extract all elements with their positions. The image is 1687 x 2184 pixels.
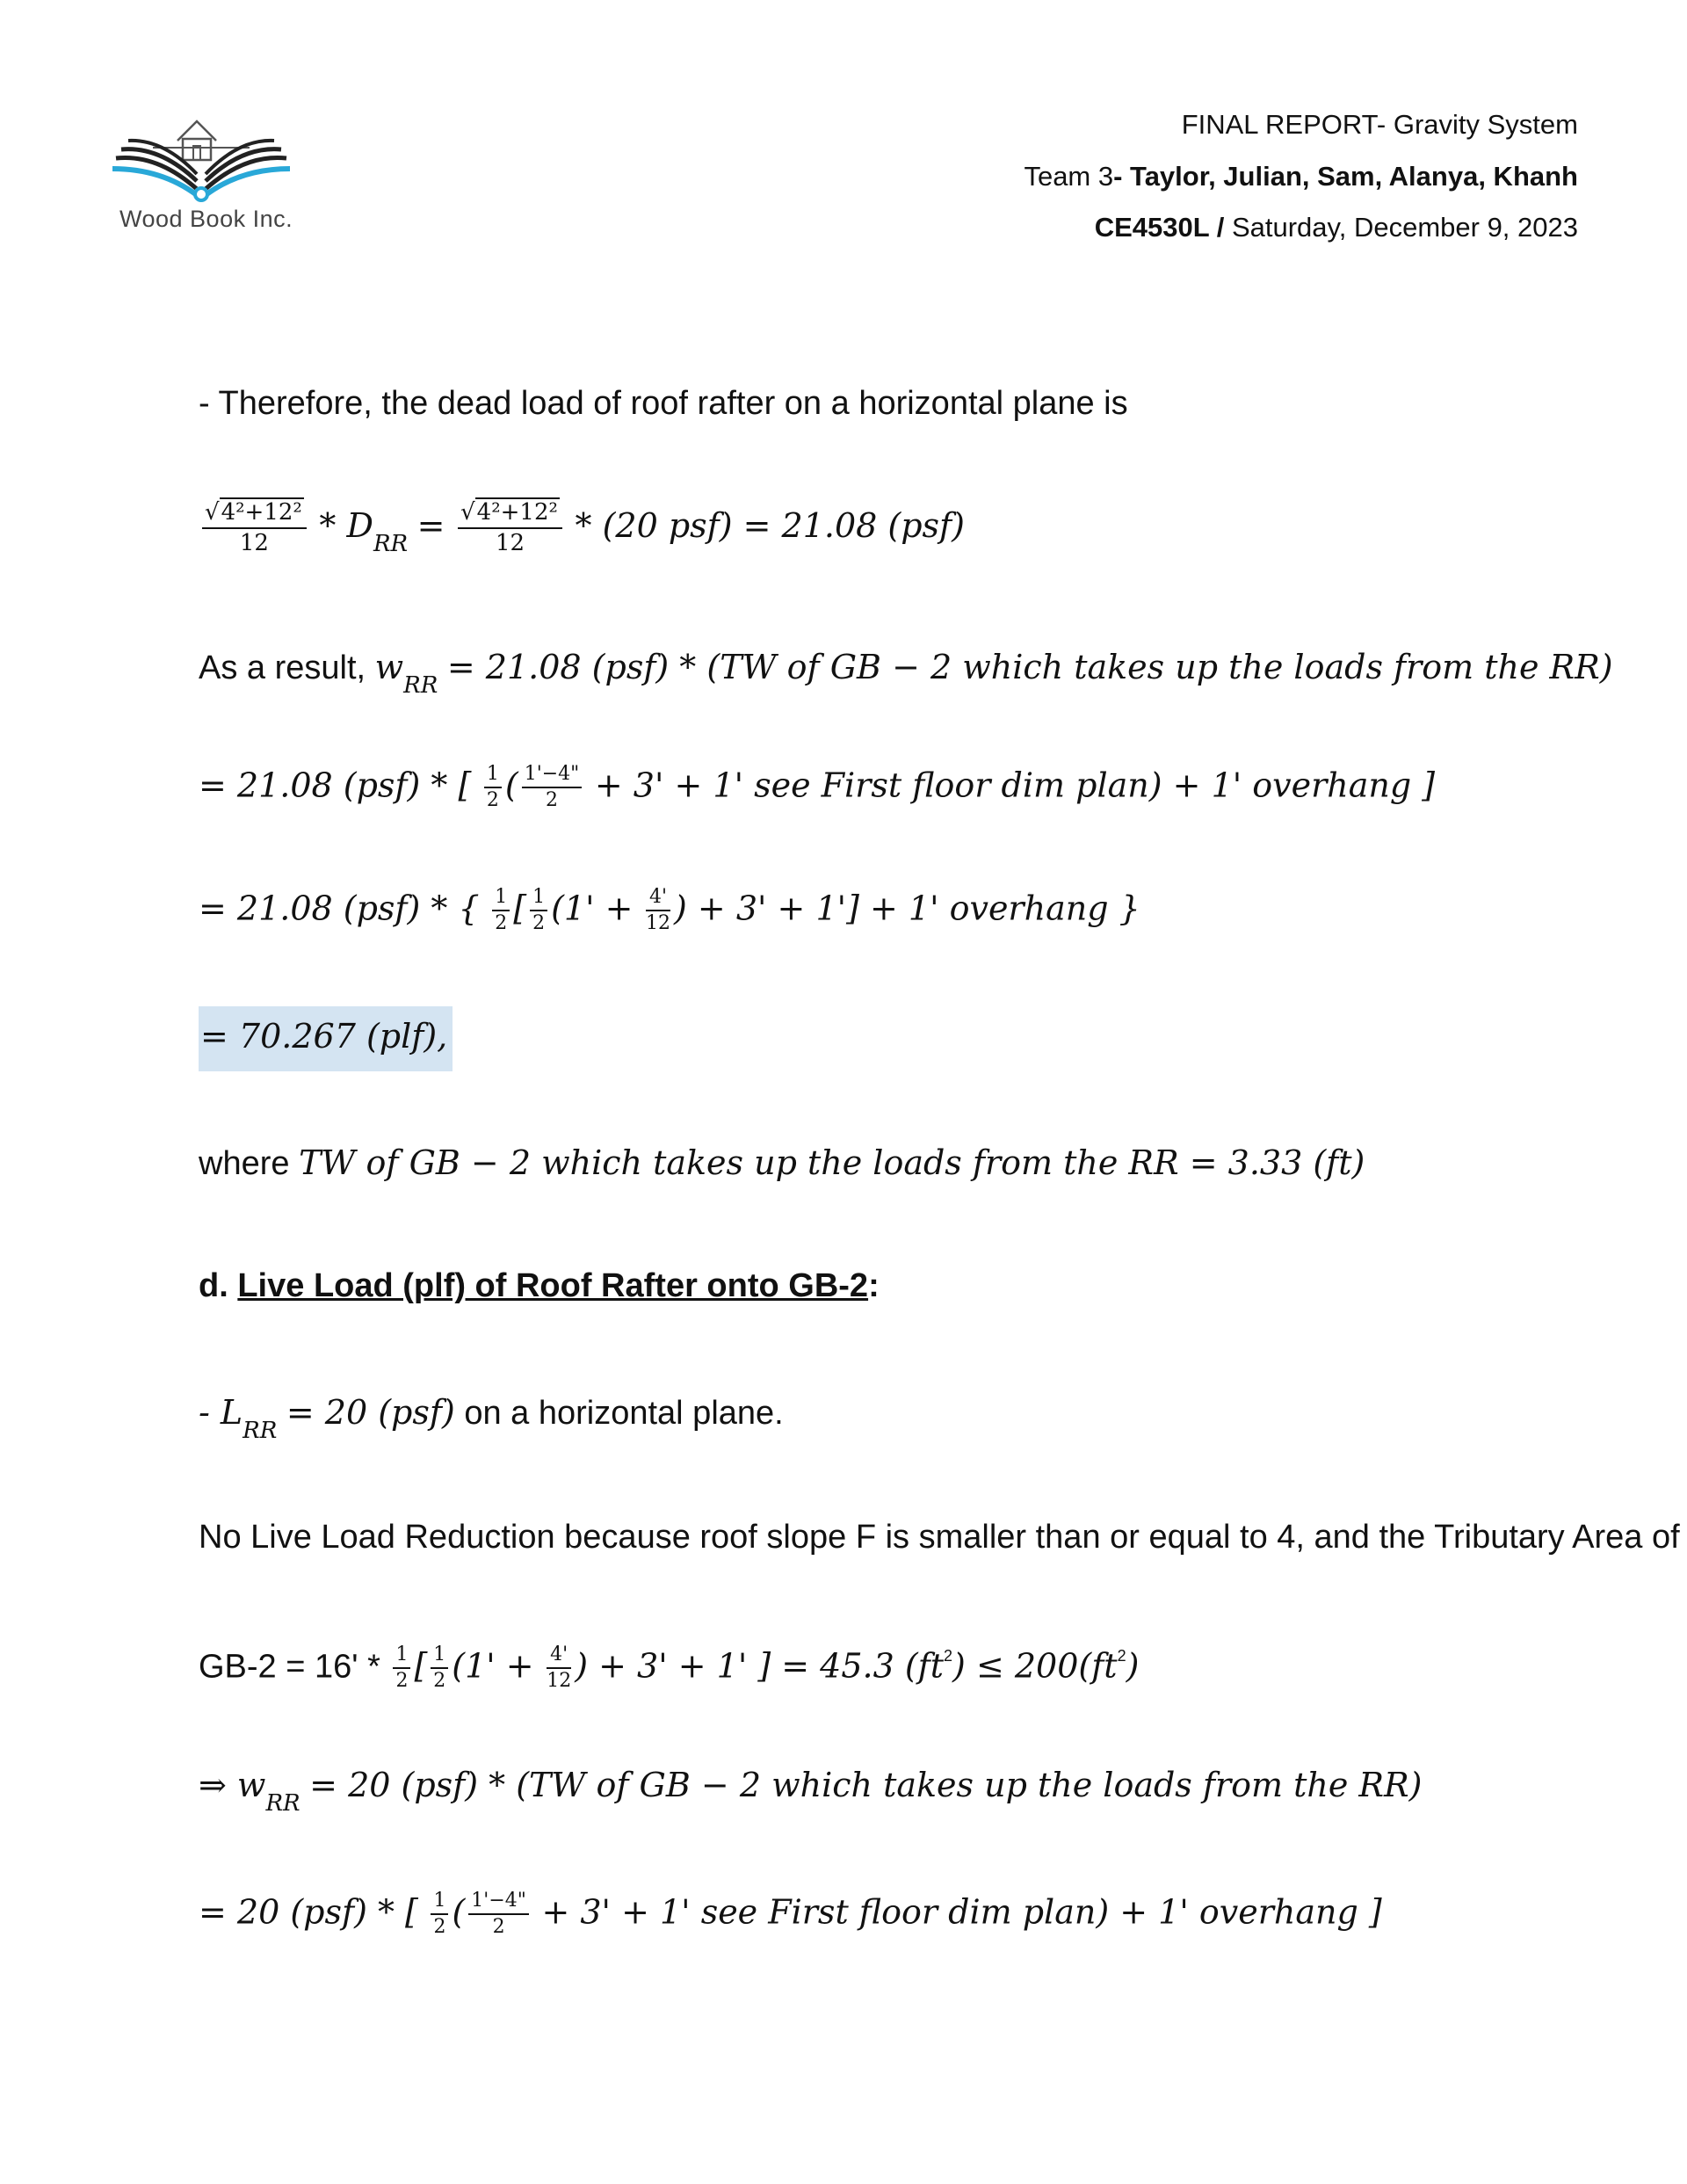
- equation-rafter-dead-load: $\frac{\text{√4²+12²}}{12}$ * $D_{RR}$ = $\frac{\text{√4²+12²}}{12}$ * (20 psf) = 21.08 (psf): [199, 499, 965, 557]
- intro-text: - Therefore, the dead load of roof rafter on a horizontal plane is: [199, 385, 1128, 422]
- equation-live-tributary: = 20 (psf) * [ $\frac{1}{2}$ ( $\frac{1'-4"}{2}$ + 3' + 1' see First floor dim plan) + 1' overhang ]: [199, 1890, 1382, 1939]
- course-date-line: [1095, 212, 1578, 243]
- team-line: [1024, 161, 1578, 192]
- where-line: where TW of GB − 2 which takes up the loads from the RR = 3.33 (ft): [199, 1143, 1365, 1182]
- section-heading-live-load: d. Live Load (plf) of Roof Rafter onto GB-2:: [199, 1267, 880, 1304]
- no-reduction-text: No Live Load Reduction because roof slope F is smaller than or equal to 4, and the Tributary Area of: [199, 1519, 1680, 1556]
- report-date: Saturday, December 9, 2023: [1231, 212, 1578, 243]
- team-prefix: Team 3: [1024, 161, 1114, 192]
- highlighted-result: = 70.267 (plf),: [199, 1019, 453, 1054]
- equation-tributary-1: = 21.08 (psf) * [ $\frac{1}{2}$ ( $\frac{1'-4"}{2}$ + 3' + 1' see First floor dim plan) + 1' overhang ]: [199, 763, 1436, 812]
- equation-tributary-area: GB-2 = 16' * $\frac{1}{2}$ [ $\frac{1}{2}$ (1' + $\frac{4'}{12}$ ) + 3' + 1' ] = 45.3 $(ft^2) \le 200(ft^2)$: [199, 1643, 1140, 1693]
- live-load-definition: - $L_{RR} = 20$ (psf) on a horizontal plane.: [199, 1393, 784, 1444]
- company-logo: [109, 105, 293, 237]
- slope-fraction-1: $\frac{\text{√4²+12²}}{12}$: [202, 499, 307, 557]
- arrow-w-line: ⇒ $w_{RR} = 20$ (psf) * (TW of GB − 2 which takes up the loads from the RR): [199, 1766, 1423, 1817]
- slope-fraction-2: $\frac{\text{√4²+12²}}{12}$: [458, 499, 562, 557]
- team-members: - Taylor, Julian, Sam, Alanya, Khanh: [1113, 161, 1578, 192]
- equation-tributary-2: = 21.08 (psf) * { $\frac{1}{2}$ [ $\frac{1}{2}$ (1' + $\frac{4'}{12}$ ) + 3' + 1'] + 1' overhang }: [199, 886, 1140, 935]
- logo-text: Wood Book Inc.: [119, 206, 293, 232]
- result-line: As a result, $w_{RR} = 21.08$ (psf) * (TW of GB − 2 which takes up the loads from the RR): [199, 648, 1613, 699]
- report-title: FINAL REPORT- Gravity System: [1181, 109, 1578, 140]
- open-book-house-icon: [109, 105, 293, 202]
- course-code: CE4530L /: [1094, 212, 1225, 243]
